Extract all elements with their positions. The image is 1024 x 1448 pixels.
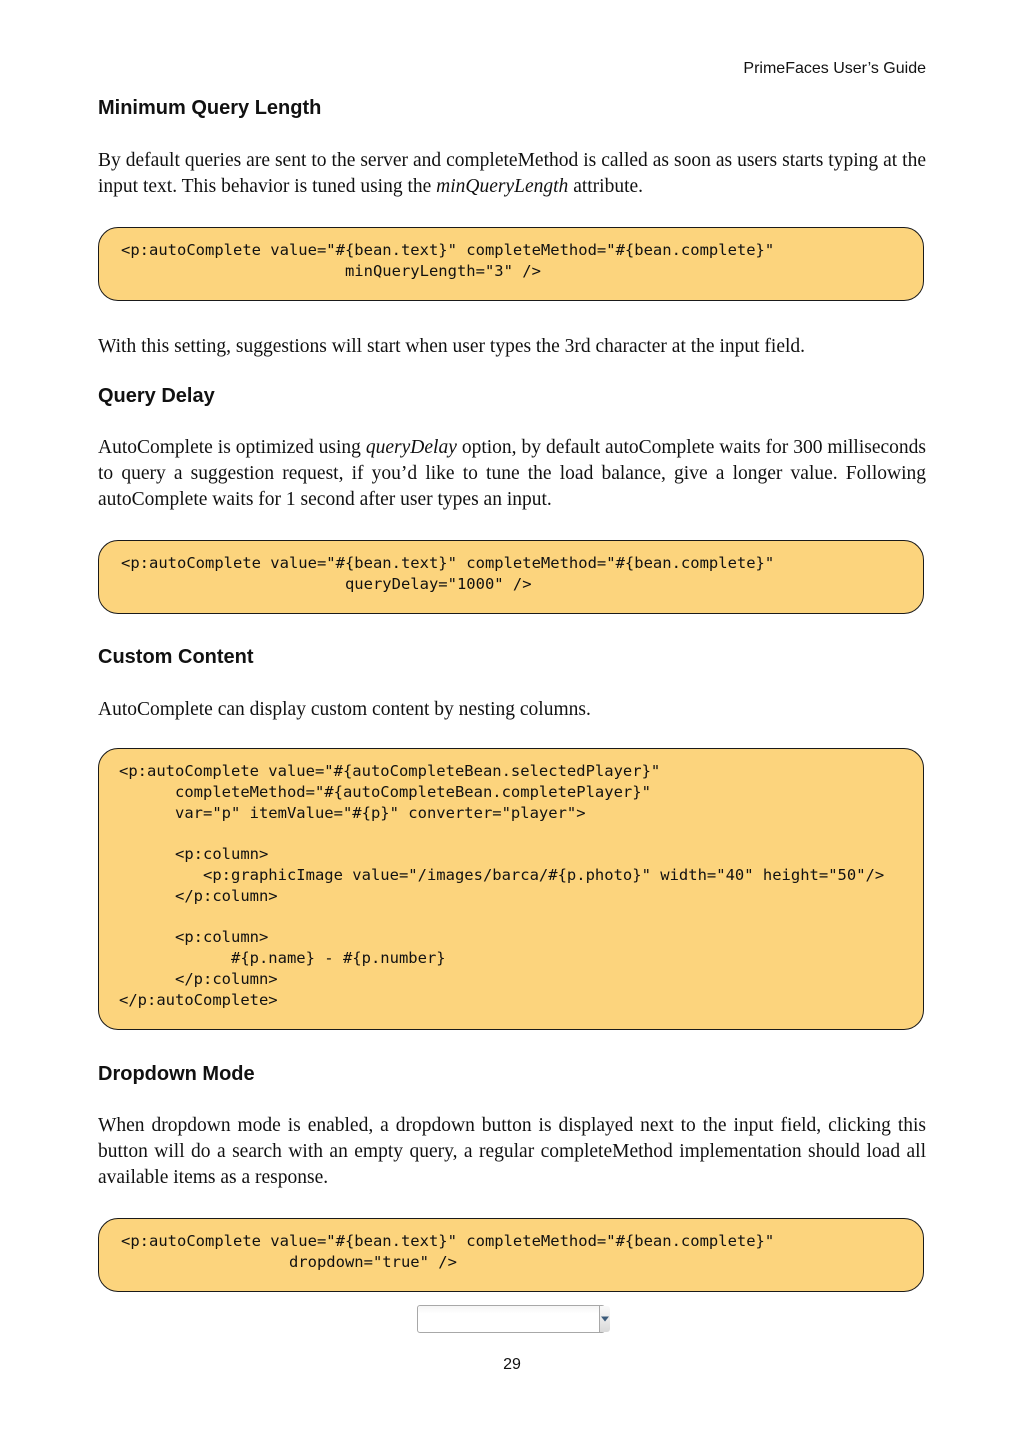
- paragraph-min-query-result: With this setting, suggestions will start when user types the 3rd character at the input field.: [98, 336, 806, 357]
- dropdown-button[interactable]: [599, 1306, 610, 1332]
- running-header: PrimeFaces User’s Guide: [743, 60, 926, 77]
- heading-dropdown-mode: Dropdown Mode: [98, 1063, 255, 1085]
- heading-query-delay: Query Delay: [98, 385, 215, 407]
- heading-custom-content: Custom Content: [98, 646, 254, 668]
- autocomplete-dropdown-demo: [417, 1305, 605, 1333]
- paragraph-text: By default queries are sent to the server and completeMethod is called as soon as users starts typing at the input text. This behavior is tuned using the: [98, 150, 926, 197]
- paragraph-text: option, by default autoComplete waits for 300 milliseconds to query a suggestion request, if you’d like to tune the load balance, give a longer value. Following autoComplete waits for 1 second after user types an input.: [98, 437, 926, 510]
- attribute-name: minQueryLength: [436, 176, 569, 197]
- code-block-query-delay: <p:autoComplete value="#{bean.text}" completeMethod="#{bean.complete}" queryDelay="1000" />: [98, 540, 924, 614]
- triangle-down-icon: [600, 1316, 610, 1322]
- option-name: queryDelay: [365, 437, 457, 458]
- heading-minimum-query-length: Minimum Query Length: [98, 97, 322, 119]
- paragraph-custom-content: AutoComplete can display custom content by nesting columns.: [98, 699, 591, 720]
- autocomplete-input[interactable]: [418, 1306, 599, 1332]
- page-number: 29: [503, 1356, 521, 1373]
- paragraph-text: attribute.: [568, 176, 644, 197]
- paragraph-text: AutoComplete is optimized using: [98, 437, 366, 458]
- code-block-dropdown-mode: <p:autoComplete value="#{bean.text}" completeMethod="#{bean.complete}" dropdown="true" />: [98, 1218, 924, 1292]
- code-block-custom-content: <p:autoComplete value="#{autoCompleteBean.selectedPlayer}" completeMethod="#{autoCompleteBean.completePlayer}" var="p" itemValue="#{p}" converter="player"> <p:column> <p:graphicImage value="/images/barca/#{p.photo}" width="40" height="50"/> </p:column> <p:column> #{p.name} - #{p.number} </p:column> </p:autoComplete>: [98, 748, 924, 1030]
- paragraph-minimum-query-length: [98, 148, 926, 200]
- paragraph-dropdown-mode: When dropdown mode is enabled, a dropdown button is displayed next to the input field, clicking this button will do a search with an empty query, a regular completeMethod implementation should load all available items as a response.: [98, 1115, 926, 1188]
- code-block-min-query-length: <p:autoComplete value="#{bean.text}" completeMethod="#{bean.complete}" minQueryLength="3" />: [98, 227, 924, 301]
- paragraph-query-delay: [98, 435, 926, 513]
